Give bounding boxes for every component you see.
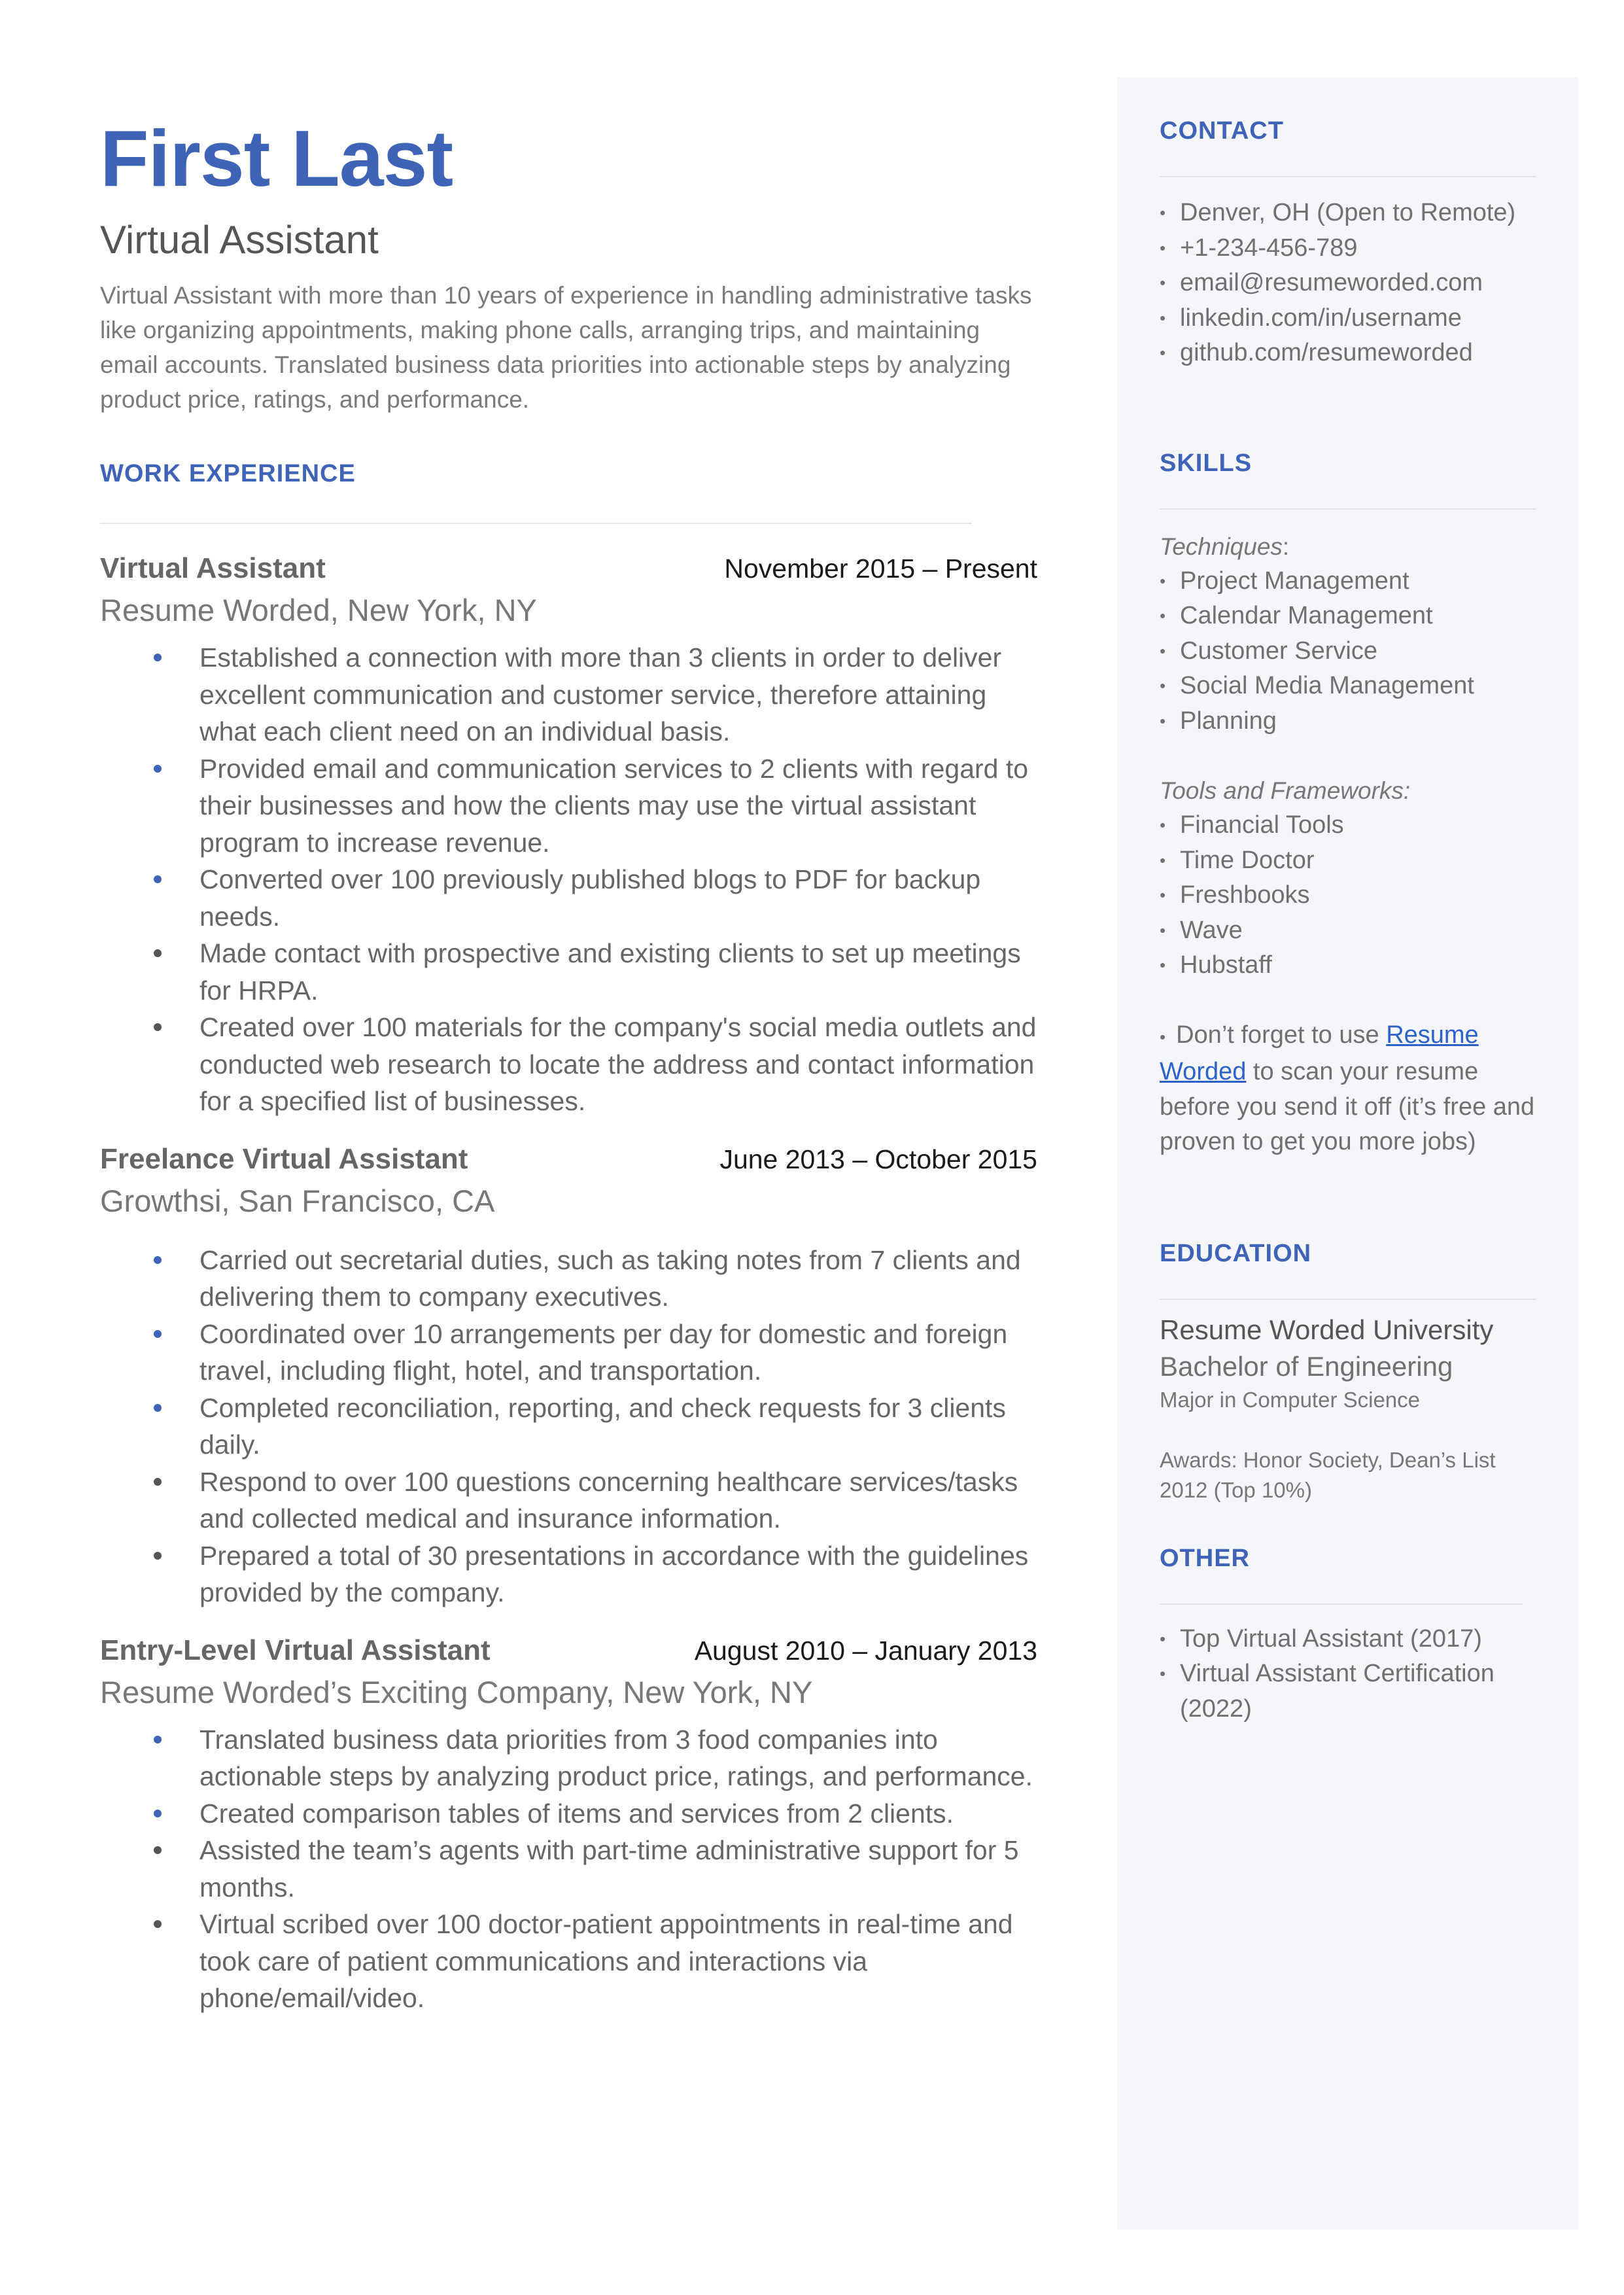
other-title: OTHER <box>1160 1544 1250 1572</box>
summary: Virtual Assistant with more than 10 years of experience in handling administrative tasks like organizing appointments, making phone calls, arranging trips, and maintaining email accounts. Translated business data priorities into actionable steps by analyzing product price, ratings, and performance. <box>100 282 1032 413</box>
job-company: Resume Worded’s Exciting Company, New York, NY <box>100 1674 813 1709</box>
job-title: Virtual Assistant <box>100 552 326 584</box>
job-bullet: Made contact with prospective and existing clients to set up meetings for HRPA. <box>199 935 1043 1009</box>
job-company: Growthsi, San Francisco, CA <box>100 1183 495 1218</box>
section-divider <box>100 523 972 524</box>
job-bullet: Virtual scribed over 100 doctor-patient appointments in real-time and took care of patient communications and interactions via phone/email/video. <box>199 1906 1043 2017</box>
tool-item: • Wave <box>1160 913 1539 949</box>
skills-techniques-list <box>1160 564 1539 739</box>
bullet-dot: • <box>1160 1026 1166 1047</box>
job-dates: November 2015 – Present <box>724 553 1037 584</box>
other-item: • Virtual Assistant Certification (2022) <box>1160 1656 1539 1726</box>
job-header <box>100 1631 1037 1670</box>
education-awards: Awards: Honor Society, Dean’s List 2012 (Top 10%) <box>1160 1447 1496 1502</box>
section-divider <box>1160 508 1536 510</box>
main-column <box>100 111 1042 2017</box>
section-divider <box>1160 1603 1523 1605</box>
candidate-name: First Last <box>100 114 453 203</box>
skill-item: • Calendar Management <box>1160 599 1539 634</box>
job-bullet: Provided email and communication services to 2 clients with regard to their businesses and how the clients may use the virtual assistant program to increase revenue. <box>199 750 1043 862</box>
section-divider <box>1160 1299 1536 1300</box>
job-bullet: Converted over 100 previously published blogs to PDF for backup needs. <box>199 861 1043 935</box>
candidate-role: Virtual Assistant <box>100 218 379 262</box>
skill-item: • Social Media Management <box>1160 669 1539 704</box>
education-title: EDUCATION <box>1160 1239 1312 1267</box>
skills-tools-label: Tools and Frameworks: <box>1160 777 1411 804</box>
education-school: Resume Worded University <box>1160 1314 1494 1345</box>
resume-worded-link[interactable]: Resume Worded <box>1160 1021 1479 1085</box>
contact-github[interactable]: • github.com/resumeworded <box>1160 336 1539 371</box>
job-entry <box>100 1631 1042 2017</box>
resume-worded-note <box>1160 1018 1539 1160</box>
contact-list <box>1160 196 1539 371</box>
skill-item: • Customer Service <box>1160 634 1539 669</box>
sidebar <box>1160 114 1539 1726</box>
other-item: • Top Virtual Assistant (2017) <box>1160 1622 1539 1657</box>
skill-item: • Project Management <box>1160 564 1539 599</box>
job-title: Freelance Virtual Assistant <box>100 1142 468 1175</box>
work-experience-title: WORK EXPERIENCE <box>100 460 356 487</box>
job-bullets <box>100 1721 1042 2017</box>
contact-location: • Denver, OH (Open to Remote) <box>1160 196 1539 231</box>
job-entry <box>100 549 1042 1120</box>
job-dates: June 2013 – October 2015 <box>719 1144 1037 1174</box>
tool-item: • Financial Tools <box>1160 808 1539 843</box>
skills-techniques-label-text: Techniques <box>1160 533 1283 560</box>
job-bullet: Established a connection with more than 3 clients in order to deliver excellent communication and customer service, therefore attaining what each client need on an individual basis. <box>199 639 1043 750</box>
note-text-before: Don’t forget to use <box>1176 1021 1387 1049</box>
tool-item: • Time Doctor <box>1160 843 1539 879</box>
note-text-after: to scan your resume before you send it off (it’s free and proven to get you more jobs) <box>1160 1058 1535 1155</box>
skill-item: • Planning <box>1160 704 1539 739</box>
job-bullet: Completed reconciliation, reporting, and check requests for 3 clients daily. <box>199 1390 1043 1463</box>
education-degree: Bachelor of Engineering <box>1160 1350 1453 1382</box>
job-bullet: Carried out secretarial duties, such as taking notes from 7 clients and delivering them to company executives. <box>199 1242 1043 1316</box>
job-title: Entry-Level Virtual Assistant <box>100 1634 491 1666</box>
contact-phone: • +1-234-456-789 <box>1160 231 1539 266</box>
contact-linkedin[interactable]: • linkedin.com/in/username <box>1160 301 1539 336</box>
other-list <box>1160 1622 1539 1727</box>
job-header <box>100 1140 1037 1179</box>
skills-techniques-colon: : <box>1282 533 1290 560</box>
job-entry <box>100 1140 1042 1611</box>
contact-email[interactable]: • email@resumeworded.com <box>1160 266 1539 301</box>
contact-title: CONTACT <box>1160 117 1284 145</box>
job-dates: August 2010 – January 2013 <box>694 1635 1037 1666</box>
skills-tools-list <box>1160 808 1539 983</box>
job-bullet: Created comparison tables of items and services from 2 clients. <box>199 1795 1043 1832</box>
job-company: Resume Worded, New York, NY <box>100 593 537 627</box>
job-bullets <box>100 639 1042 1120</box>
skills-title: SKILLS <box>1160 449 1253 477</box>
job-bullet: Created over 100 materials for the company's social media outlets and conducted web research to locate the address and contact information for a specified list of businesses. <box>199 1009 1043 1120</box>
job-bullet: Prepared a total of 30 presentations in accordance with the guidelines provided by the company. <box>199 1537 1043 1611</box>
job-header <box>100 549 1037 588</box>
tool-item: • Hubstaff <box>1160 948 1539 983</box>
skills-techniques-label <box>1160 529 1539 564</box>
tool-item: • Freshbooks <box>1160 878 1539 913</box>
job-bullet: Assisted the team’s agents with part-time administrative support for 5 months. <box>199 1832 1043 1906</box>
job-bullet: Translated business data priorities from 3 food companies into actionable steps by analyzing product price, ratings, and performance. <box>199 1721 1043 1795</box>
job-bullets <box>100 1242 1042 1611</box>
education-major: Major in Computer Science <box>1160 1387 1420 1412</box>
job-bullet: Coordinated over 10 arrangements per day for domestic and foreign travel, including flight, hotel, and transportation. <box>199 1316 1043 1390</box>
job-bullet: Respond to over 100 questions concerning healthcare services/tasks and collected medical and insurance information. <box>199 1463 1043 1537</box>
section-divider <box>1160 176 1536 177</box>
